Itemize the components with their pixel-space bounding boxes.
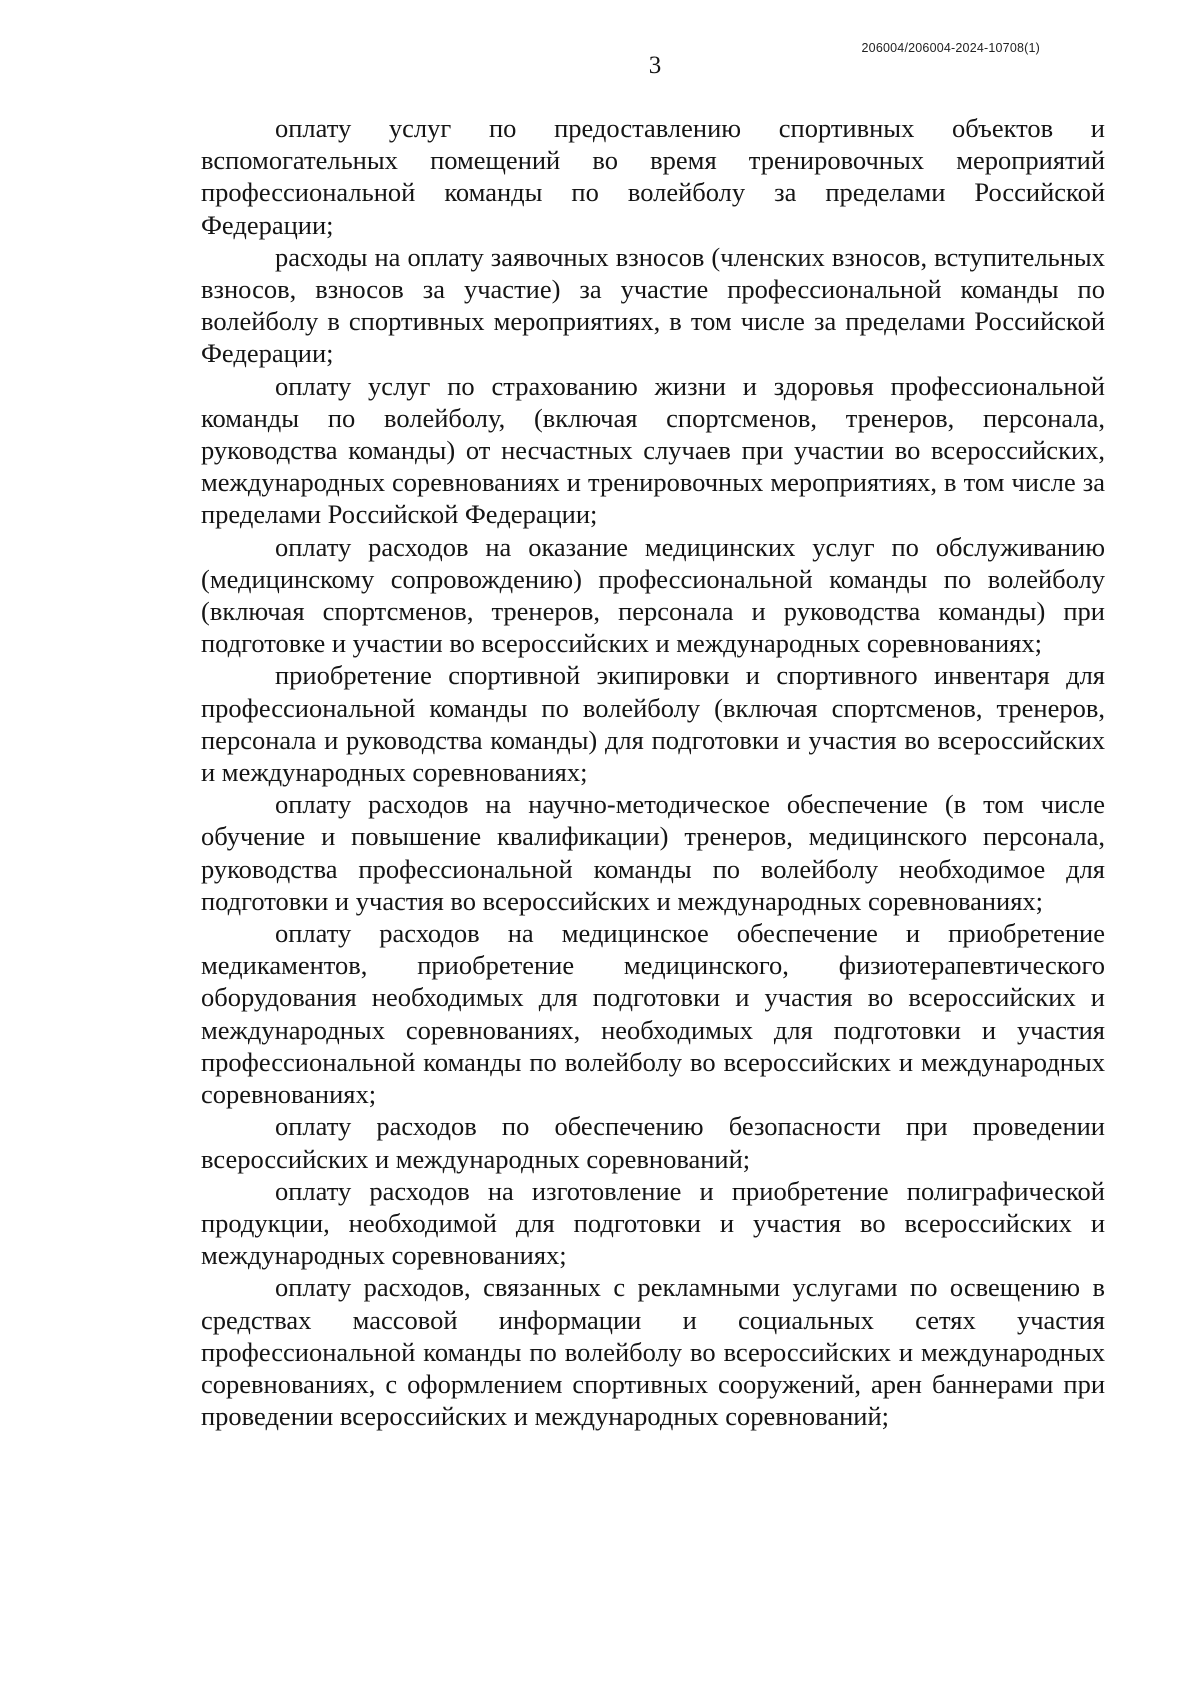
document-body	[201, 112, 1105, 1432]
document-registration-number: 206004/206004-2024-10708(1)	[861, 41, 1040, 55]
paragraph-printing: оплату расходов на изготовление и приобретение полиграфической продукции, необходимой для подготовки и участия во всероссийских и международных соревнованиях;	[201, 1175, 1105, 1271]
paragraph-sports-facilities: оплату услуг по предоставлению спортивных объектов и вспомогательных помещений во время тренировочных мероприятий профессиональной команды по волейболу за пределами Российской Федерации;	[201, 113, 1105, 240]
paragraph-advertising: оплату расходов, связанных с рекламными услугами по освещению в средствах массовой информации и социальных сетях участия профессиональной команды по волейболу во всероссийских и международных соревнованиях, с оформлением спортивных сооружений, арен баннерами при проведении всероссийских и международных соревнований;	[201, 1272, 1105, 1432]
paragraph-scientific-support: оплату расходов на научно-методическое обеспечение (в том числе обучение и повышение квалификации) тренеров, медицинского персонала, руководства профессиональной команды по волейболу необходимое для подготовки и участия во всероссийских и международных соревнованиях;	[201, 789, 1105, 916]
paragraph-entry-fees: расходы на оплату заявочных взносов (членских взносов, вступительных взносов, взносов за участие) за участие профессиональной команды по волейболу в спортивных мероприятиях, в том числе за пределами Российской Федерации;	[201, 241, 1105, 369]
paragraph-equipment: приобретение спортивной экипировки и спортивного инвентаря для профессиональной команды по волейболу (включая спортсменов, тренеров, персонала и руководства команды) для подготовки и участия во всероссийских и международных соревнованиях;	[201, 660, 1105, 788]
paragraph-insurance: оплату услуг по страхованию жизни и здоровья профессиональной команды по волейболу, (включая спортсменов, тренеров, персонала, руководства команды) от несчастных случаев при участии во всероссийских, международных соревнованиях и тренировочных мероприятиях, в том числе за пределами Российской Федерации;	[201, 370, 1105, 530]
paragraph-security: оплату расходов по обеспечению безопасности при проведении всероссийских и международных соревнований;	[201, 1111, 1105, 1174]
paragraph-medical-services: оплату расходов на оказание медицинских услуг по обслуживанию (медицинскому сопровождению) профессиональной команды по волейболу (включая спортсменов, тренеров, персонала и руководства команды) при подготовке и участии во всероссийских и международных соревнованиях;	[201, 531, 1105, 659]
paragraph-medical-supplies: оплату расходов на медицинское обеспечение и приобретение медикаментов, приобретение медицинского, физиотерапевтического оборудования необходимых для подготовки и участия во всероссийских и международных соревнованиях, необходимых для подготовки и участия профессиональной команды по волейболу во всероссийских и международных соревнованиях;	[201, 918, 1105, 1110]
page-number: 3	[648, 52, 662, 79]
